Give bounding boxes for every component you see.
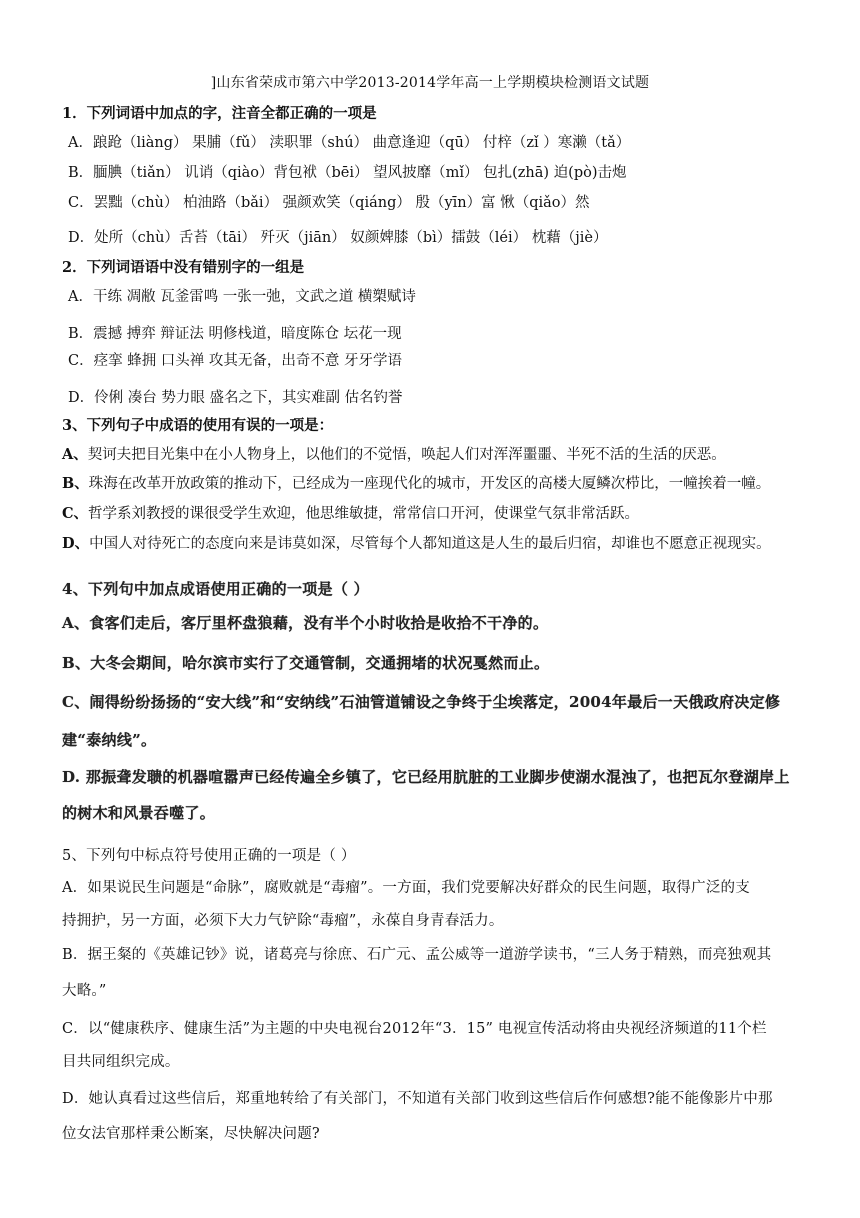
question-1-stem: 1．下列词语中加点的字，注音全都正确的一项是 (62, 105, 377, 122)
question-5-stem: 5、下列句中标点符号使用正确的一项是（ ） (62, 848, 356, 864)
question-3-option-b: B、珠海在改革开放政策的推动下，已经成为一座现代化的城市，开发区的高楼大厦鳞次栉比，一幢挨着一幢。 (62, 475, 771, 492)
question-4-option-c: C、闹得纷纷扬扬的“安大线”和“安纳线”石油管道铺设之争终于尘埃落定，2004年最后一天俄政府决定修 (62, 693, 781, 711)
question-5-option-a-cont: 持拥护，另一方面，必须下大力气铲除“毒瘤”，永葆自身青春活力。 (62, 913, 504, 929)
question-5-option-d: D．她认真看过这些信后，郑重地转给了有关部门，不知道有关部门收到这些信后作何感想?能不能像影片中那 (62, 1091, 773, 1107)
question-4-option-d: D. 那振聋发聩的机器喧嚣声已经传遍全乡镇了，它已经用肮脏的工业脚步使湖水混浊了，也把瓦尔登湖岸上 (62, 768, 790, 786)
question-1-option-b: B．腼腆（tiǎn） 讥诮（qiào）背包袱（bēi） 望风披靡（mǐ） 包扎(zhā) 迫(pò)击炮 (68, 165, 627, 181)
question-5-option-c-cont: 目共同组织完成。 (62, 1054, 180, 1070)
question-3-option-d: D、中国人对待死亡的态度向来是讳莫如深，尽管每个人都知道这是人生的最后归宿，却谁也不愿意正视现实。 (62, 535, 771, 552)
question-3-option-c: C、哲学系刘教授的课很受学生欢迎，他思维敏捷，常常信口开河，使课堂气氛非常活跃。 (62, 505, 640, 522)
question-4-option-b: B、大冬会期间，哈尔滨市实行了交通管制，交通拥堵的状况戛然而止。 (62, 654, 550, 672)
question-3-stem: 3、下列句子中成语的使用有误的一项是： (62, 417, 334, 434)
question-1-option-c: C．罢黜（chù） 柏油路（bǎi） 强颜欢笑（qiáng） 殷（yīn）富 愀（qiǎo）然 (68, 195, 590, 211)
question-5-option-c: C．以“健康秩序、健康生活”为主题的中央电视台2012年“3．15” 电视宣传活动将由央视经济频道的11个栏 (62, 1021, 767, 1037)
question-2-option-a: A．干练 凋敝 瓦釜雷鸣 一张一弛，文武之道 横槊赋诗 (68, 289, 416, 305)
question-4-option-d-cont: 的树木和风景吞噬了。 (62, 804, 216, 822)
question-5-option-b-cont: 大略。” (62, 983, 107, 999)
exam-title: ]山东省荣成市第六中学2013-2014学年高一上学期模块检测语文试题 (210, 75, 650, 91)
question-4-option-a: A、食客们走后，客厅里杯盘狼藉，没有半个小时收拾是收拾不干净的。 (62, 614, 549, 632)
question-4-stem: 4、下列句中加点成语使用正确的一项是（ ） (62, 580, 369, 598)
question-5-option-d-cont: 位女法官那样秉公断案，尽快解决问题? (62, 1126, 320, 1142)
question-2-option-d: D．伶俐 凑台 势力眼 盛名之下，其实难副 估名钓誉 (68, 390, 403, 406)
question-4-option-c-cont: 建“泰纳线”。 (62, 731, 157, 749)
question-2-stem: 2．下列词语语中没有错别字的一组是 (62, 259, 305, 276)
question-5-option-b: B．据王粲的《英雄记钞》说，诸葛亮与徐庶、石广元、孟公威等一道游学读书，“三人务于精熟，而亮独观其 (62, 947, 772, 963)
question-1-option-d: D．处所（chù）舌苔（tāi） 歼灭（jiān） 奴颜婢膝（bì）擂鼓（léi） 枕藉（jiè） (68, 230, 608, 246)
question-3-option-a: A、契诃夫把目光集中在小人物身上，以他们的不觉悟，唤起人们对浑浑噩噩、半死不活的生活的厌恶。 (62, 446, 726, 463)
question-2-option-c: C．痉挛 蜂拥 口头禅 攻其无备，出奇不意 牙牙学语 (68, 353, 403, 369)
question-2-option-b: B．震撼 搏弈 辩证法 明修栈道，暗度陈仓 坛花一现 (68, 326, 402, 342)
question-5-option-a: A．如果说民生问题是“命脉”，腐败就是“毒瘤”。一方面，我们党要解决好群众的民生问题，取得广泛的支 (62, 880, 750, 896)
question-1-option-a: A．踉跄（liàng） 果脯（fǔ） 渎职罪（shú） 曲意逢迎（qū） 付梓（zǐ ）寒濑（tǎ） (68, 135, 631, 151)
